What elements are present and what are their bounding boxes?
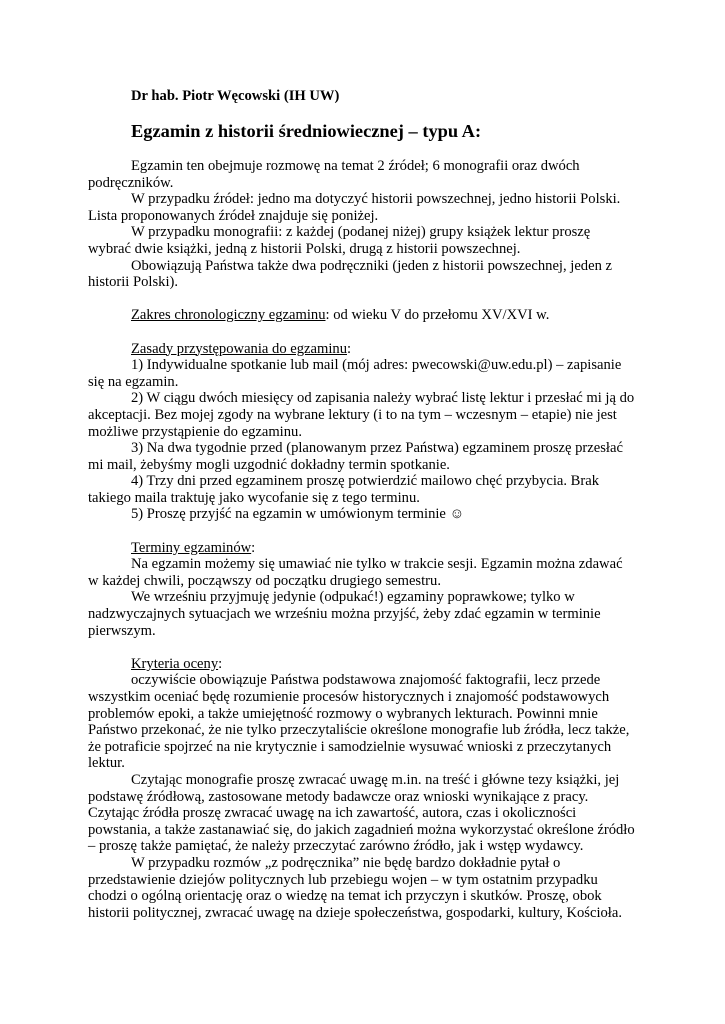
criteria-paragraph: oczywiście obowiązuje Państwa podstawowa znajomość faktografii, lecz przede wszystkim oceniać będę rozumienie procesów historycznych i znajomość podstawowych problemów epoki, a także umiejętność rozmowy o wybranych lekturach. Powinni mnie Państwo przekonać, że nie tylko przeczytaliście określone monografie lub źródła, lecz także, że potraficie spojrzeć na nie krytycznie i samodzielnie wysuwać wnioski z przeczytanych lektur. (88, 672, 630, 772)
rules-colon: : (347, 340, 352, 357)
rules-item: 5) Proszę przyjść na egzamin w umówionym terminie ☺ (131, 506, 465, 523)
rules-item: 1) Indywidualne spotkanie lub mail (mój adres: pwecowski@uw.edu.pl) – zapisanie się na egzamin. (88, 357, 622, 390)
scope-paragraph (88, 307, 636, 324)
intro-paragraph: Egzamin ten obejmuje rozmowę na temat 2 źródeł; 6 monografii oraz dwóch podręczników. (88, 158, 580, 191)
terms-colon: : (251, 539, 256, 556)
criteria-paragraph: Czytając monografie proszę zwracać uwagę m.in. na treść i główne tezy książki, jej podstawę źródłową, zastosowane metody badawcze oraz wnioski wynikające z pracy. Czytając źródła proszę zwracać uwagę na ich zawartość, autora, czas i okoliczności powstania, a także zastanawiać się, do jakich zagadnień można wykorzystać określone źródło – proszę także pamiętać, że należy przeczytać zarówno źródło, jak i wstęp wydawcy. (88, 771, 635, 855)
criteria-heading: Kryteria oceny (131, 655, 219, 672)
rules-item: 2) W ciągu dwóch miesięcy od zapisania należy wybrać listę lektur i przesłać mi ją do akceptacji. Bez mojej zgody na wybrane lektury (i to na tym – wczesnym – etapie) nie jest możliwe przystąpienie do egzaminu. (88, 390, 635, 440)
document-body (88, 158, 636, 921)
intro-paragraph: W przypadku monografii: z każdej (podanej niżej) grupy książek lektur proszę wybrać dwie książki, jedną z historii Polski, drugą z historii powszechnej. (88, 224, 591, 257)
rules-heading-line (88, 341, 636, 358)
criteria-paragraph: W przypadku rozmów „z podręcznika” nie będę bardzo dokładnie pytał o przedstawienie dziejów politycznych lub przebiegu wojen – w tym ostatnim przypadku chodzi o ogólną orientację oraz o wiedzę na temat ich przyczyn i skutków. Proszę, obok historii politycznej, zwracać uwagę na dzieje społeczeństwa, gospodarki, kultury, Kościoła. (88, 854, 622, 921)
rules-heading: Zasady przystępowania do egzaminu (131, 340, 347, 357)
criteria-heading-line (88, 656, 636, 673)
author-line: Dr hab. Piotr Węcowski (IH UW) (131, 88, 340, 104)
terms-paragraph: Na egzamin możemy się umawiać nie tylko w trakcie sesji. Egzamin można zdawać w każdej chwili, począwszy od początku drugiego semestru. (88, 556, 623, 589)
document-title: Egzamin z historii średniowiecznej – typu A: (131, 121, 482, 141)
rules-item: 3) Na dwa tygodnie przed (planowanym przez Państwa) egzaminem proszę przesłać mi mail, żebyśmy mogli uzgodnić dokładny termin spotkanie. (88, 440, 623, 473)
criteria-colon: : (218, 655, 223, 672)
terms-heading: Terminy egzaminów (131, 539, 252, 556)
scope-heading: Zakres chronologiczny egzaminu (131, 307, 326, 324)
rules-item: 4) Trzy dni przed egzaminem proszę potwierdzić mailowo chęć przybycia. Brak takiego maila traktuję jako wycofanie się z tego terminu. (88, 473, 600, 506)
terms-heading-line (88, 540, 636, 557)
terms-paragraph: We wrześniu przyjmuję jedynie (odpukać!) egzaminy poprawkowe; tylko w nadzwyczajnych sytuacjach we wrześniu można przyjść, żeby zdać egzamin w terminie pierwszym. (88, 589, 601, 639)
intro-paragraph: Obowiązują Państwa także dwa podręczniki (jeden z historii powszechnej, jeden z historii Polski). (88, 257, 613, 291)
intro-paragraph: W przypadku źródeł: jedno ma dotyczyć historii powszechnej, jedno historii Polski. Lista proponowanych źródeł znajduje się poniżej. (88, 191, 621, 224)
scope-text: : od wieku V do przełomu XV/XVI w. (325, 307, 550, 324)
